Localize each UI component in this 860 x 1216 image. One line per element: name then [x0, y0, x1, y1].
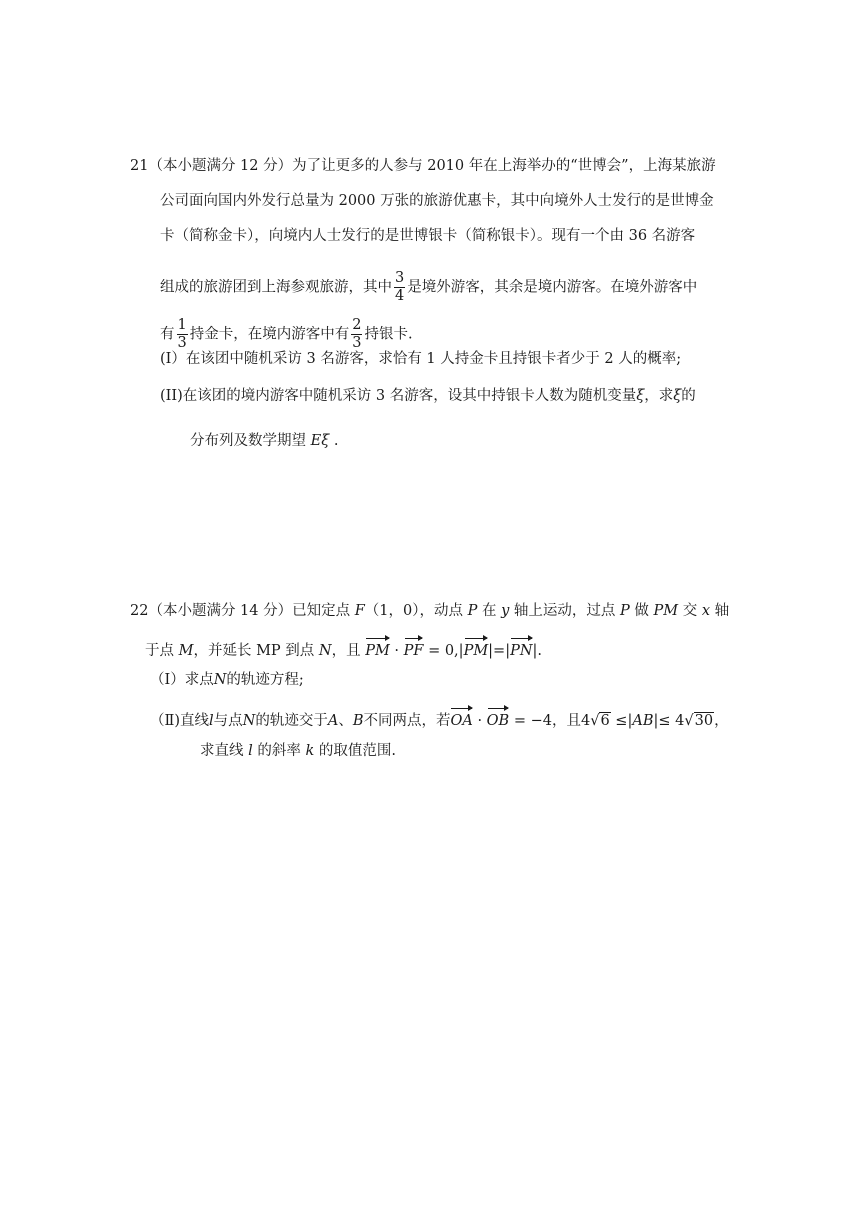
coefficient: 4 — [580, 713, 591, 729]
q22-text: （1，0），动点 — [364, 603, 463, 619]
vector-PN: PN — [510, 637, 532, 661]
q22-text: 于点 — [145, 643, 174, 659]
line-l: l — [248, 743, 253, 759]
q22-part-2-text: ，且 — [551, 713, 581, 729]
fraction-denominator: 3 — [352, 335, 362, 351]
segment-PM: PM — [653, 603, 679, 619]
fraction-three-quarters — [394, 270, 405, 305]
dot-product: · — [477, 713, 483, 729]
q21-header: （本小题满分 12 分）为了让更多的人参与 2010 年在上海举办的“世博会”，上海某旅游 — [148, 158, 716, 174]
q21-line-4 — [160, 270, 697, 305]
point-P: P — [620, 603, 630, 619]
period: . — [333, 433, 339, 449]
inequality: |≤ — [653, 713, 671, 729]
q21-line-1 — [130, 156, 716, 176]
q21-text: 持银卡. — [364, 326, 413, 343]
xi-symbol: ξ — [673, 388, 682, 404]
q21-part-1 — [160, 349, 681, 369]
point-F: F — [354, 603, 365, 619]
q22-part-2-text: 求直线 — [200, 743, 244, 759]
sqrt-six: √6 — [590, 713, 610, 729]
var-x: x — [701, 603, 711, 619]
q22-part-2-text: （Ⅱ)直线 — [150, 713, 210, 729]
segment-AB: AB — [632, 713, 654, 729]
vector-OB: OB — [487, 707, 510, 731]
q22-part-1-text: 的轨迹方程; — [226, 672, 304, 688]
point-P: P — [467, 603, 478, 619]
fraction-two-thirds — [351, 317, 362, 352]
point-M: M — [178, 643, 194, 659]
equation-text: = 0,| — [428, 643, 464, 659]
q21-part-2-text: 分布列及数学期望 — [190, 433, 306, 449]
point-N: N — [213, 672, 227, 688]
vector-PF: PF — [404, 637, 424, 661]
var-y: y — [501, 603, 510, 619]
q21-text: 卡（简称金卡），向境内人士发行的是世博银卡（简称银卡）。现有一个由 36 名游客 — [160, 228, 696, 244]
point-A: A — [327, 713, 339, 729]
xi-symbol: ξ — [321, 433, 330, 449]
q22-text: 轴上运动，过点 — [513, 603, 616, 619]
q21-part-2-text: ，求 — [644, 388, 674, 404]
q21-text: 公司面向国内外发行总量为 2000 万张的旅游优惠卡，其中向境外人士发行的是世博金 — [160, 193, 714, 209]
q22-text: 做 — [634, 603, 649, 619]
q21-text: 持金卡，在境内游客中有 — [189, 326, 350, 343]
radicand: 30 — [694, 713, 714, 729]
q21-part-2-cont — [190, 431, 338, 451]
line-l: l — [209, 713, 214, 729]
q21-line-2 — [160, 191, 714, 211]
dot-product: · — [394, 643, 400, 659]
fraction-denominator: 4 — [395, 288, 405, 304]
q21-part-2-text: 的 — [681, 388, 696, 404]
q21-line-5 — [160, 317, 413, 352]
fraction-numerator: 1 — [177, 317, 187, 333]
sqrt-thirty: √30 — [684, 713, 714, 729]
radicand: 6 — [600, 713, 610, 729]
q22-part-2-text: 的轨迹交于 — [255, 713, 328, 729]
vector-PM: PM — [464, 637, 489, 661]
q21-text: 有 — [160, 326, 175, 343]
q22-text: 交 — [682, 603, 698, 619]
q22-part-1 — [150, 670, 304, 690]
fraction-one-third — [177, 317, 188, 352]
fraction-numerator: 2 — [352, 317, 362, 333]
q22-part-2-text: 与点 — [213, 713, 243, 729]
inequality: ≤| — [615, 713, 633, 729]
q22-text: （本小题满分 14 分）已知定点 — [148, 603, 351, 619]
q22-text: ，并延长 MP 到点 — [193, 643, 315, 659]
q21-number: 21 — [130, 158, 149, 174]
point-B: B — [352, 713, 364, 729]
vector-OA: OA — [450, 707, 472, 731]
slope-k: k — [305, 743, 315, 759]
q22-text: 轴 — [714, 603, 730, 619]
q22-text: 在 — [481, 603, 497, 619]
q22-line-2 — [145, 637, 542, 661]
equation-text: |. — [532, 643, 543, 659]
xi-symbol: ξ — [636, 388, 645, 404]
q21-text: 是境外游客，其余是境内游客。在境外游客中 — [407, 279, 698, 296]
q22-number: 22 — [130, 603, 149, 619]
fraction-numerator: 3 — [395, 270, 405, 286]
q22-part-2-text: 的斜率 — [257, 743, 301, 759]
equation-text: |=| — [488, 643, 511, 659]
q22-part-2 — [150, 707, 729, 731]
q21-part-1-text: (I）在该团中随机采访 3 名游客，求恰有 1 人持金卡且持银卡者少于 2 人的概率; — [160, 351, 682, 367]
q22-part-2-cont — [200, 741, 396, 761]
vector-PM: PM — [365, 637, 390, 661]
q21-text: 组成的旅游团到上海参观旅游，其中 — [160, 279, 392, 296]
fraction-denominator: 3 — [177, 335, 187, 351]
equation-text: = −4 — [513, 713, 552, 729]
q21-part-2 — [160, 386, 696, 406]
separator: 、 — [338, 713, 353, 729]
q21-part-2-text: (II)在该团的境内游客中随机采访 3 名游客，设其中持银卡人数为随机变量 — [160, 388, 637, 404]
q21-line-3 — [160, 226, 695, 246]
q22-line-1 — [130, 601, 729, 621]
point-N: N — [242, 713, 256, 729]
q22-text: ，且 — [331, 643, 361, 659]
comma: ， — [714, 713, 729, 729]
q22-part-2-text: 不同两点，若 — [363, 713, 451, 729]
q22-part-2-text: 的取值范围. — [318, 743, 396, 759]
q22-part-1-text: （Ⅰ）求点 — [150, 672, 214, 688]
point-N: N — [318, 643, 332, 659]
coefficient: 4 — [675, 713, 685, 729]
expectation-symbol: E — [310, 433, 322, 449]
